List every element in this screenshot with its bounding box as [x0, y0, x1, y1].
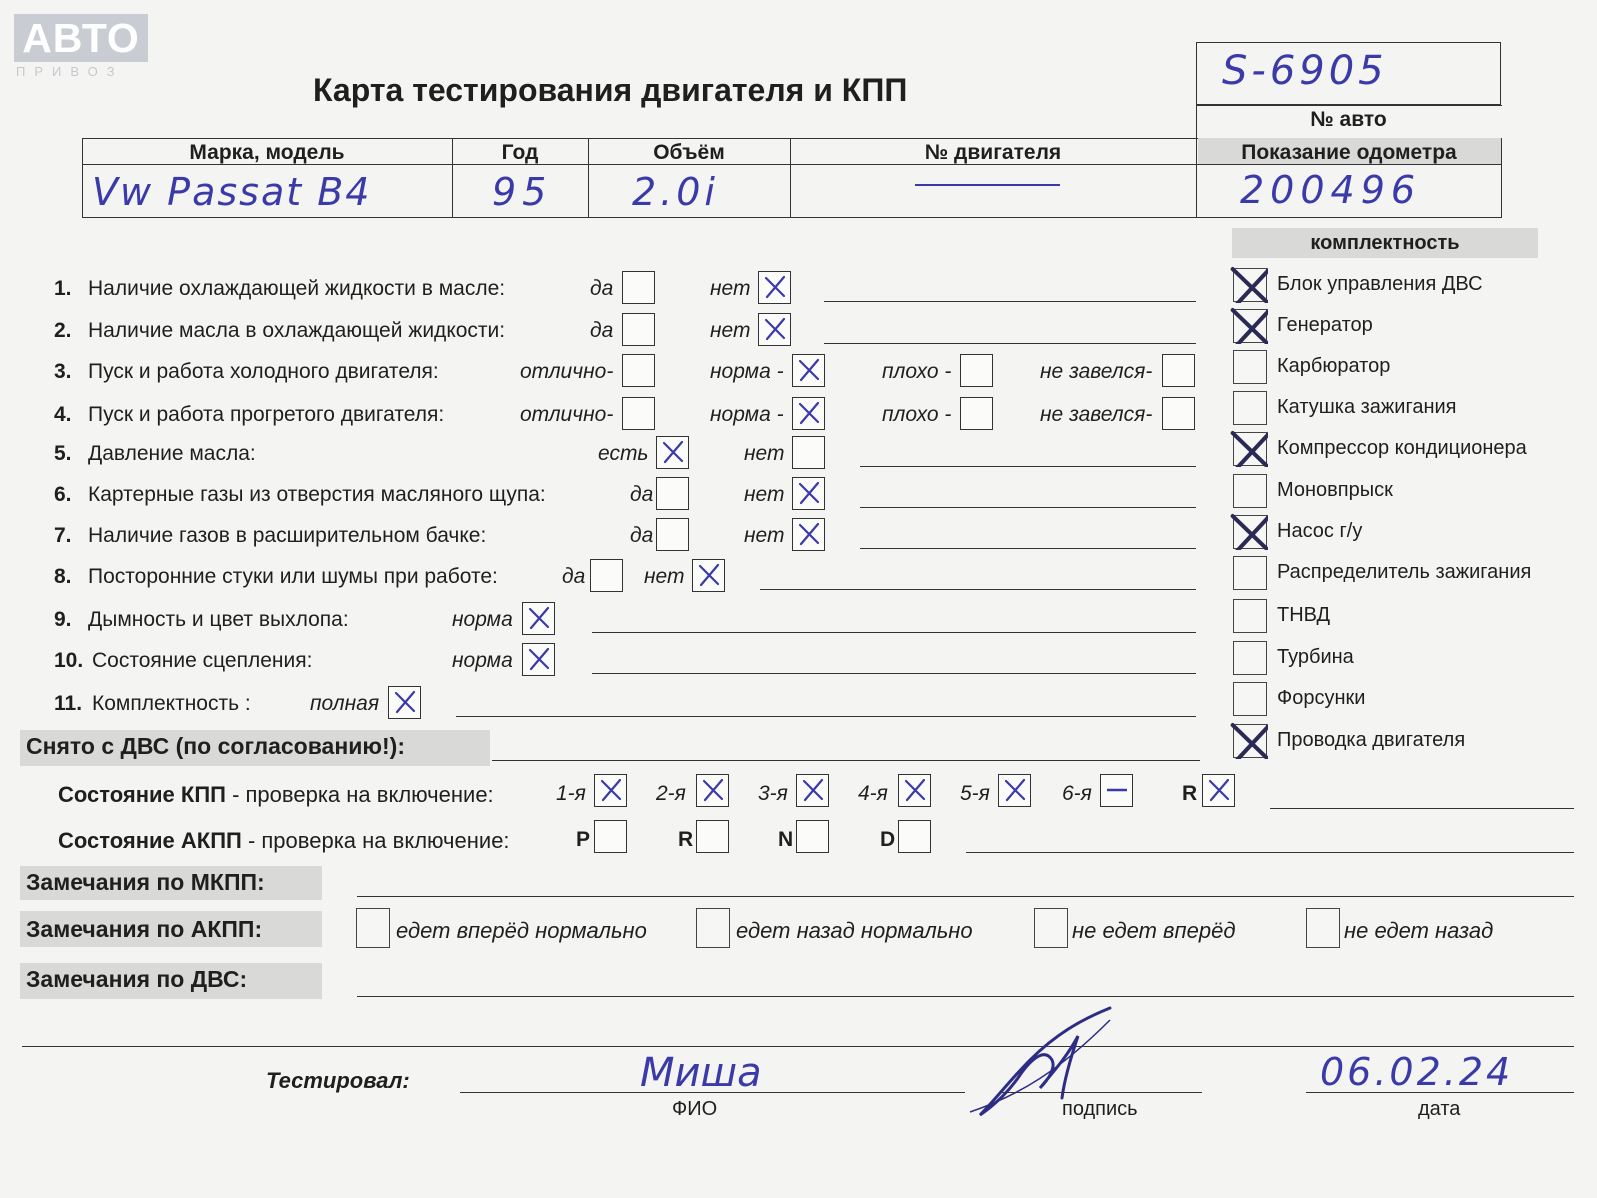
remarks-akpp-label: Замечания по АКПП: [26, 916, 263, 942]
option-label: да [590, 319, 614, 342]
option-label: плохо - [882, 360, 952, 383]
gear-checkbox[interactable] [796, 774, 829, 807]
test-checkbox[interactable] [388, 686, 421, 719]
completeness-item-label: Блок управления ДВС [1277, 273, 1483, 295]
test-number: 9. [54, 608, 72, 631]
akpp-remark-checkbox[interactable] [1034, 908, 1068, 948]
completeness-item-label: Распределитель зажигания [1277, 561, 1532, 583]
odometer-header: Показание одометра [1241, 141, 1457, 164]
fio-label: ФИО [672, 1098, 718, 1120]
test-checkbox[interactable] [792, 436, 825, 469]
kpp-label: Состояние КПП - проверка на включение: [58, 782, 494, 807]
completeness-checkbox[interactable] [1233, 556, 1267, 590]
odometer-value: 200496 [1240, 168, 1422, 212]
akpp-remark-label: едет назад нормально [736, 918, 973, 943]
option-label: плохо - [882, 403, 952, 426]
test-number: 7. [54, 524, 72, 547]
completeness-checkbox[interactable] [1233, 599, 1267, 633]
akpp-remark-checkbox[interactable] [696, 908, 730, 948]
completeness-item-label: Турбина [1277, 646, 1354, 668]
completeness-item-label: Карбюратор [1277, 355, 1391, 377]
test-label: Наличие масла в охлаждающей жидкости: [88, 319, 506, 342]
test-checkbox[interactable] [656, 436, 689, 469]
completeness-item-label: Катушка зажигания [1277, 396, 1457, 418]
test-checkbox[interactable] [522, 602, 555, 635]
option-label: отлично- [520, 403, 614, 426]
akpp-remark-label: не едет назад [1344, 918, 1494, 943]
test-checkbox[interactable] [1162, 397, 1195, 430]
test-label: Давление масла: [88, 442, 256, 465]
option-label: нет [644, 565, 685, 588]
test-checkbox[interactable] [656, 518, 689, 551]
option-label: норма - [710, 403, 784, 426]
test-checkbox[interactable] [792, 477, 825, 510]
test-label: Состояние сцепления: [92, 649, 313, 672]
completeness-item-label: ТНВД [1277, 604, 1331, 626]
completeness-checkbox[interactable] [1233, 350, 1267, 384]
akpp-position-checkbox[interactable] [796, 820, 829, 853]
completeness-checkbox[interactable] [1233, 641, 1267, 675]
test-checkbox[interactable] [792, 518, 825, 551]
car-number-value: S-6905 [1222, 48, 1388, 94]
test-checkbox[interactable] [960, 354, 993, 387]
tested-label: Тестировал: [266, 1068, 410, 1093]
akpp-position-checkbox[interactable] [898, 820, 931, 853]
test-number: 8. [54, 565, 72, 588]
option-label: есть [598, 442, 649, 465]
option-label: да [562, 565, 586, 588]
test-label: Дымность и цвет выхлопа: [88, 608, 349, 631]
test-checkbox[interactable] [622, 354, 655, 387]
removed-label: Снято с ДВС (по согласованию!): [26, 733, 405, 759]
akpp-position-label: R [678, 828, 694, 851]
gear-label: R [1182, 782, 1198, 805]
option-label: нет [744, 442, 785, 465]
option-label: да [630, 483, 654, 506]
test-checkbox[interactable] [522, 643, 555, 676]
akpp-remark-checkbox[interactable] [356, 908, 390, 948]
option-label: полная [310, 692, 380, 715]
option-label: да [630, 524, 654, 547]
akpp-position-label: P [576, 828, 591, 851]
option-label: не завелся- [1040, 403, 1153, 426]
option-label: да [590, 277, 614, 300]
akpp-remark-label: едет вперёд нормально [396, 918, 647, 943]
option-label: норма [452, 608, 513, 631]
test-checkbox[interactable] [960, 397, 993, 430]
test-checkbox[interactable] [792, 354, 825, 387]
completeness-checkbox[interactable] [1233, 391, 1267, 425]
test-label: Пуск и работа прогретого двигателя: [88, 403, 445, 426]
akpp-position-label: N [778, 828, 794, 851]
test-number: 1. [54, 277, 72, 300]
test-label: Посторонние стуки или шумы при работе: [88, 565, 498, 588]
akpp-remark-checkbox[interactable] [1306, 908, 1340, 948]
date-value: 06.02.24 [1320, 1050, 1514, 1094]
option-label: не завелся- [1040, 360, 1153, 383]
year-value: 95 [492, 170, 553, 214]
completeness-checkbox[interactable] [1233, 474, 1267, 508]
gear-label: 2-я [656, 782, 686, 805]
volume-value: 2.0i [632, 170, 719, 214]
test-label: Комплектность : [92, 692, 251, 715]
gear-checkbox[interactable] [898, 774, 931, 807]
test-number: 3. [54, 360, 72, 383]
gear-checkbox[interactable] [998, 774, 1031, 807]
remarks-dvs-label: Замечания по ДВС: [26, 966, 248, 992]
page-title: Карта тестирования двигателя и КПП [313, 72, 908, 108]
logo: АВТО [14, 14, 148, 62]
test-checkbox[interactable] [758, 313, 791, 346]
test-label: Пуск и работа холодного двигателя: [88, 360, 439, 383]
test-checkbox[interactable] [692, 559, 725, 592]
test-checkbox[interactable] [758, 271, 791, 304]
gear-label: 5-я [960, 782, 990, 805]
test-number: 11. [54, 692, 83, 715]
akpp-position-checkbox[interactable] [594, 820, 627, 853]
completeness-title: комплектность [1310, 232, 1460, 254]
completeness-item-label: Генератор [1277, 314, 1373, 336]
akpp-remark-label: не едет вперёд [1072, 918, 1236, 943]
completeness-item-label: Моновпрыск [1277, 479, 1393, 501]
option-label: норма [452, 649, 513, 672]
make-model-header: Марка, модель [189, 141, 345, 164]
year-header: Год [501, 141, 539, 164]
completeness-item-label: Насос г/у [1277, 520, 1363, 542]
option-label: норма - [710, 360, 784, 383]
make-model-value: Vw Passat B4 [92, 170, 372, 214]
gear-checkbox[interactable] [1202, 774, 1235, 807]
remarks-mkpp-label: Замечания по МКПП: [26, 869, 265, 895]
gear-label: 6-я [1062, 782, 1092, 805]
gear-checkbox[interactable] [1100, 774, 1133, 807]
option-label: нет [710, 319, 751, 342]
test-checkbox[interactable] [1162, 354, 1195, 387]
completeness-checkbox[interactable] [1233, 432, 1267, 466]
gear-label: 4-я [858, 782, 888, 805]
test-checkbox[interactable] [622, 271, 655, 304]
completeness-item-label: Проводка двигателя [1277, 729, 1466, 751]
test-label: Наличие газов в расширительном бачке: [88, 524, 487, 547]
test-checkbox[interactable] [622, 313, 655, 346]
engine-number-header: № двигателя [924, 141, 1062, 164]
completeness-checkbox[interactable] [1233, 682, 1267, 716]
akpp-label: Состояние АКПП - проверка на включение: [58, 828, 510, 853]
tester-name: Миша [640, 1050, 762, 1096]
test-checkbox[interactable] [622, 397, 655, 430]
option-label: нет [744, 524, 785, 547]
gear-checkbox[interactable] [696, 774, 729, 807]
option-label: отлично- [520, 360, 614, 383]
gear-label: 1-я [556, 782, 586, 805]
volume-header: Объём [653, 141, 725, 164]
test-number: 6. [54, 483, 72, 506]
engine-number-dash [915, 184, 1060, 186]
test-checkbox[interactable] [590, 559, 623, 592]
akpp-position-label: D [880, 828, 896, 851]
test-number: 5. [54, 442, 72, 465]
date-label: дата [1418, 1098, 1461, 1120]
test-label: Наличие охлаждающей жидкости в масле: [88, 277, 506, 300]
completeness-checkbox[interactable] [1233, 268, 1267, 302]
completeness-item-label: Компрессор кондиционера [1277, 437, 1527, 459]
test-number: 10. [54, 649, 84, 672]
completeness-checkbox[interactable] [1233, 724, 1267, 758]
completeness-item-label: Форсунки [1277, 687, 1366, 709]
option-label: нет [744, 483, 785, 506]
test-checkbox[interactable] [792, 397, 825, 430]
completeness-checkbox[interactable] [1233, 309, 1267, 343]
completeness-checkbox[interactable] [1233, 515, 1267, 549]
gear-checkbox[interactable] [594, 774, 627, 807]
option-label: нет [710, 277, 751, 300]
test-number: 2. [54, 319, 72, 342]
car-number-label: № авто [1310, 108, 1387, 131]
test-checkbox[interactable] [656, 477, 689, 510]
logo-subtitle: ПРИВОЗ [16, 64, 124, 79]
signature-label: подпись [1062, 1098, 1138, 1120]
test-number: 4. [54, 403, 72, 426]
akpp-position-checkbox[interactable] [696, 820, 729, 853]
gear-label: 3-я [758, 782, 788, 805]
test-label: Картерные газы из отверстия масляного щупа: [88, 483, 546, 506]
